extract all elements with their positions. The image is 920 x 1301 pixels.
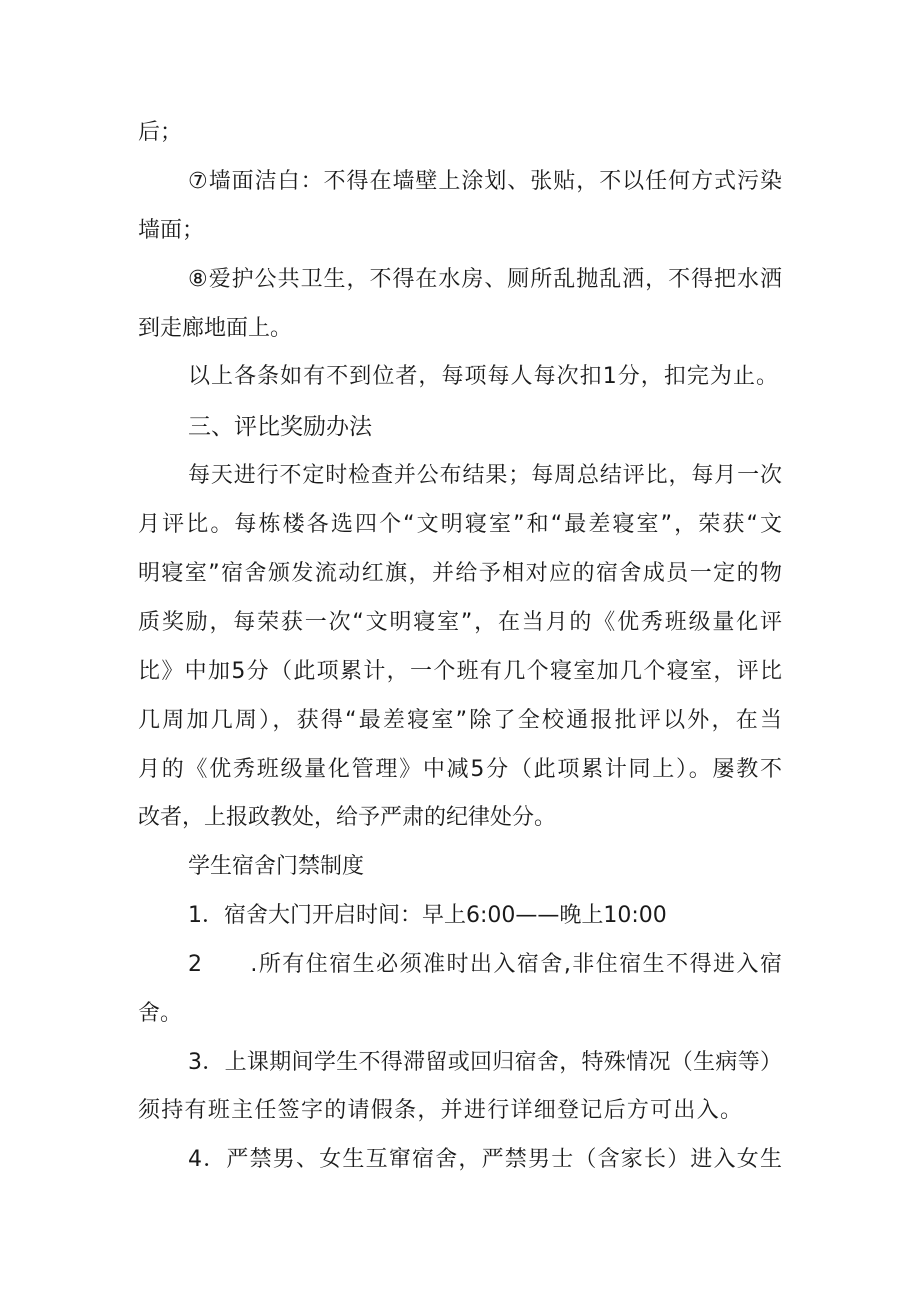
section-heading: 三、评比奖励办法 — [188, 414, 372, 440]
text-line-18: 2 .所有住宿生必须准时出入宿舍,非住宿生不得进入宿 — [188, 952, 782, 977]
text-line-6: 以上各条如有不到位者，每项每人每次扣1分，扣完为止。 — [188, 364, 778, 389]
text-line-17: 1．宿舍大门开启时间：早上6:00——晚上10:00 — [188, 903, 667, 928]
text-line-19: 舍。 — [138, 1001, 183, 1026]
text-line-9: 月评比。每栋楼各选四个“文明寝室”和“最差寝室”，荣获“文 — [138, 512, 782, 537]
text-line-22: 4．严禁男、女生互窜宿舍，严禁男士（含家长）进入女生 — [188, 1147, 782, 1172]
text-line-11: 质奖励，每荣获一次“文明寝室”，在当月的《优秀班级量化评 — [138, 610, 782, 635]
text-line-4: ⑧爱护公共卫生，不得在水房、厕所乱抛乱洒，不得把水洒 — [188, 267, 782, 292]
text-line-10: 明寝室”宿舍颁发流动红旗，并给予相对应的宿舍成员一定的物 — [138, 561, 782, 586]
text-line-12: 比》中加5分（此项累计，一个班有几个寝室加几个寝室，评比 — [138, 659, 782, 684]
text-line-5: 到走廊地面上。 — [138, 316, 293, 341]
subsection-title: 学生宿舍门禁制度 — [188, 854, 365, 879]
text-line-2: ⑦墙面洁白：不得在墙壁上涂划、张贴，不以任何方式污染 — [188, 169, 782, 194]
text-line-15: 改者，上报政教处，给予严肃的纪律处分。 — [138, 805, 557, 830]
text-line-20: 3．上课期间学生不得滞留或回归宿舍，特殊情况（生病等） — [188, 1050, 782, 1075]
text-line-13: 几周加几周），获得“最差寝室”除了全校通报批评以外，在当 — [138, 708, 782, 733]
text-line-8: 每天进行不定时检查并公布结果；每周总结评比，每月一次 — [188, 463, 782, 488]
text-line-21: 须持有班主任签字的请假条，并进行详细登记后方可出入。 — [138, 1098, 742, 1123]
text-line-14: 月的《优秀班级量化管理》中减5分（此项累计同上）。屡教不 — [138, 757, 782, 782]
text-line-3: 墙面； — [138, 218, 205, 243]
text-line-1: 后； — [138, 120, 183, 145]
